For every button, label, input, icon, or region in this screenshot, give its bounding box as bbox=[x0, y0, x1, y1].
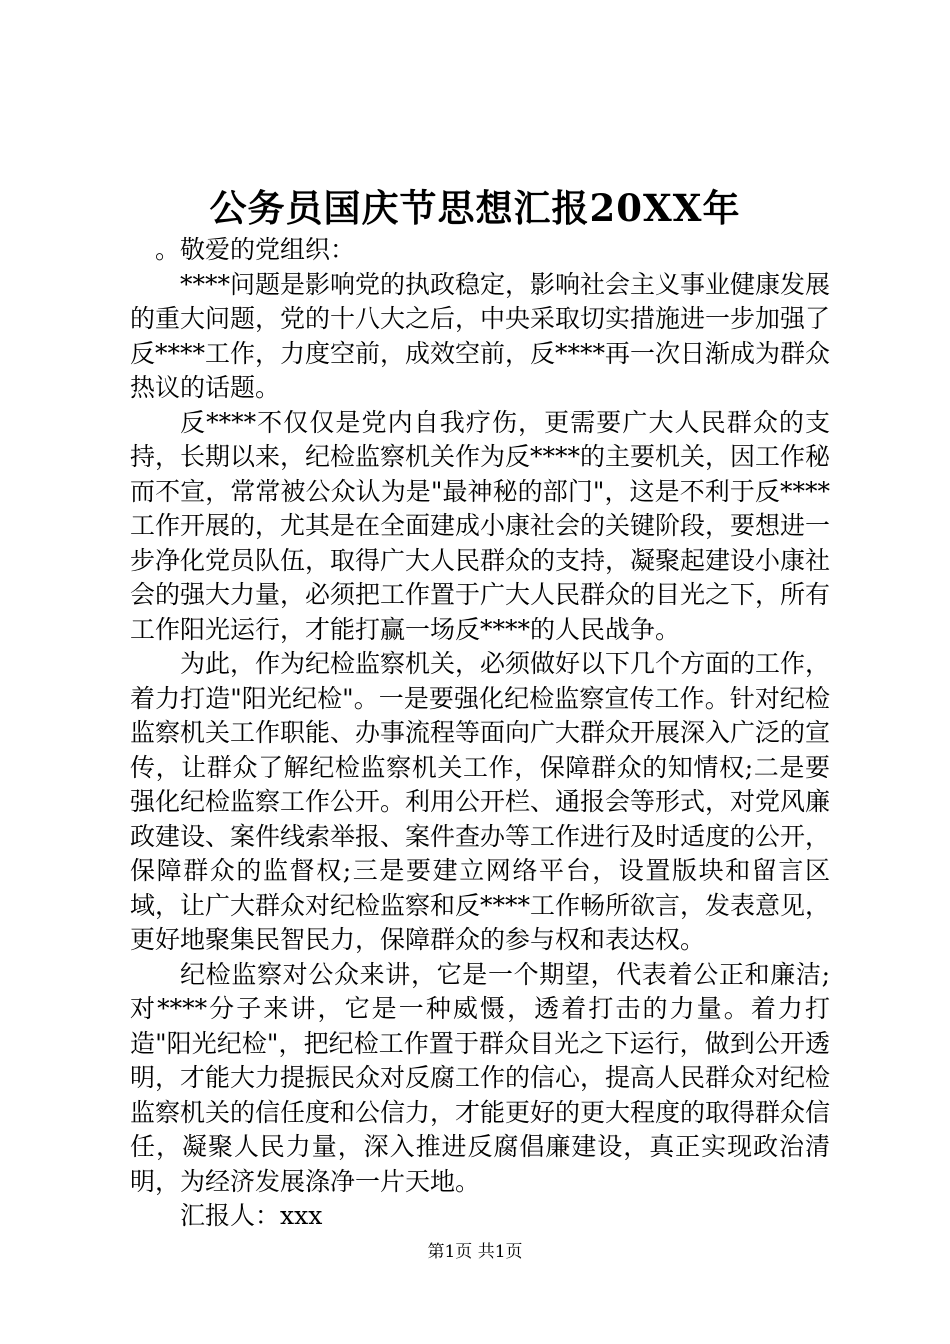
signature: 汇报人：xxx bbox=[180, 1201, 323, 1230]
paragraph-4: 纪检监察对公众来讲，它是一个期望，代表着公正和廉洁;对****分子来讲，它是一种威慑，透着打击的力量。着力打造"阳光纪检"，把纪检工作置于群众目光之下运行，做到公开透明，才能大力提振民众对反腐工作的信心，提高人民群众对纪检监察机关的信任度和公信力，才能更好的更大程度的取得群众信任，凝聚人民力量，深入推进反腐倡廉建设，真正实现政治清明，为经济发展涤净一片天地。 bbox=[130, 959, 831, 1196]
document-body bbox=[130, 233, 830, 1234]
paragraph-3: 为此，作为纪检监察机关，必须做好以下几个方面的工作，着力打造"阳光纪检"。一是要强化纪检监察宣传工作。针对纪检监察机关工作职能、办事流程等面向广大群众开展深入广泛的宣传，让群众了解纪检监察机关工作，保障群众的知情权;二是要强化纪检监察工作公开。利用公开栏、通报会等形式，对党风廉政建设、案件线索举报、案件查办等工作进行及时适度的公开，保障群众的监督权;三是要建立网络平台，设置版块和留言区域，让广大群众对纪检监察和反****工作畅所欲言，发表意见，更好地聚集民智民力，保障群众的参与权和表达权。 bbox=[130, 649, 831, 954]
document-title: 公务员国庆节思想汇报20XX年 bbox=[209, 186, 741, 230]
page-footer: 第1页 共1页 bbox=[427, 1242, 523, 1262]
salutation: 。敬爱的党组织： bbox=[155, 235, 356, 264]
paragraph-1: ****问题是影响党的执政稳定，影响社会主义事业健康发展的重大问题，党的十八大之后，中央采取切实措施进一步加强了反****工作，力度空前，成效空前，反****再一次日渐成为群众热议的话题。 bbox=[130, 269, 831, 402]
paragraph-2: 反****不仅仅是党内自我疗伤，更需要广大人民群众的支持，长期以来，纪检监察机关作为反****的主要机关，因工作秘而不宣，常常被公众认为是"最神秘的部门"，这是不利于反****工作开展的，尤其是在全面建成小康社会的关键阶段，要想进一步净化党员队伍，取得广大人民群众的支持，凝聚起建设小康社会的强大力量，必须把工作置于广大人民群众的目光之下，所有工作阳光运行，才能打赢一场反****的人民战争。 bbox=[130, 407, 831, 644]
